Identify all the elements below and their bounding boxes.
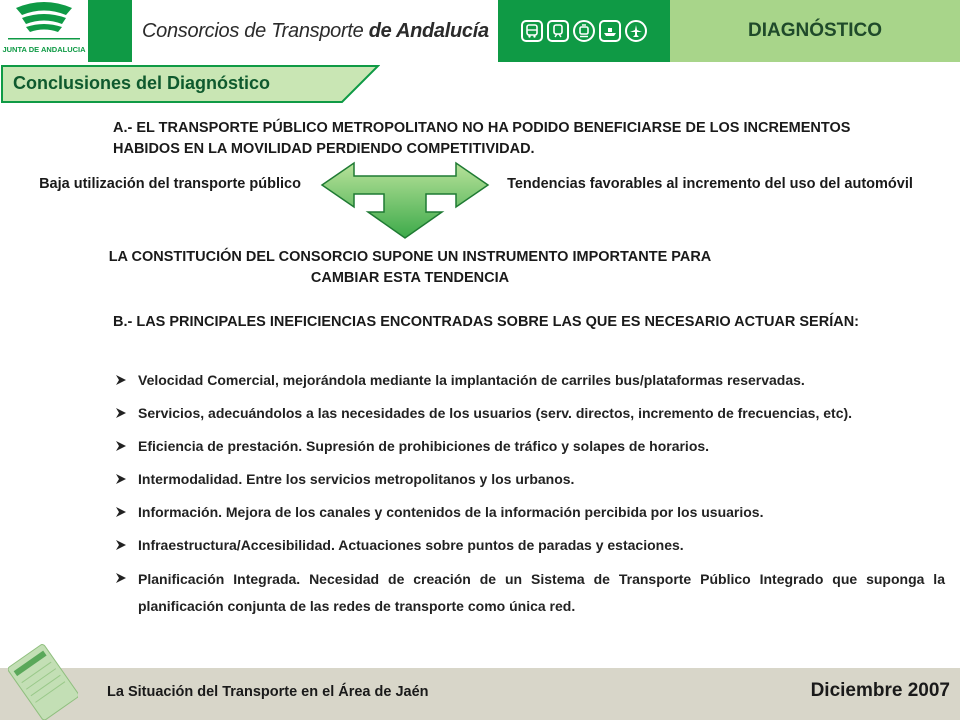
list-item bbox=[115, 401, 945, 425]
footer-title: La Situación del Transporte en el Área de Jaén bbox=[107, 684, 429, 700]
plane-icon bbox=[625, 20, 647, 42]
list-item-text: Infraestructura/Accesibilidad. Actuaciones sobre puntos de paradas y estaciones. bbox=[138, 537, 684, 553]
boat-icon bbox=[599, 20, 621, 42]
arrow-bullet-icon bbox=[115, 506, 127, 518]
list-item bbox=[115, 533, 945, 557]
metro-icon bbox=[547, 20, 569, 42]
point-b-text: B.- LAS PRINCIPALES INEFICIENCIAS ENCONTRADAS SOBRE LAS QUE ES NECESARIO ACTUAR SERÍAN: bbox=[113, 314, 859, 330]
banner-title: Conclusiones del Diagnóstico bbox=[13, 73, 271, 93]
arrow-bullet-icon bbox=[115, 407, 127, 419]
list-item-text: Eficiencia de prestación. Supresión de prohibiciones de tráfico y solapes de horarios. bbox=[138, 438, 710, 454]
junta-emblem-icon bbox=[0, 0, 88, 62]
list-item bbox=[115, 434, 945, 458]
list-item bbox=[115, 368, 945, 392]
arrow-bullet-icon bbox=[115, 374, 127, 386]
list-item-text: Planificación Integrada. Necesidad de creación de un Sistema de Transporte Público Integrado que suponga la planificación conjunta de las redes de transporte como única red. bbox=[138, 571, 945, 614]
section-label: DIAGNÓSTICO bbox=[747, 20, 883, 41]
header-green-strip bbox=[88, 0, 132, 62]
arrow-bullet-icon bbox=[115, 473, 127, 485]
list-item-text: Intermodalidad. Entre los servicios metropolitanos y los urbanos. bbox=[138, 471, 575, 487]
bus-icon bbox=[521, 20, 543, 42]
header-title-regular: Consorcios de Transporte bbox=[142, 19, 364, 42]
list-item-text: Velocidad Comercial, mejorándola mediante la implantación de carriles bus/plataformas reservadas. bbox=[138, 372, 805, 388]
tram-icon bbox=[573, 20, 595, 42]
footer-date: Diciembre 2007 bbox=[810, 680, 950, 701]
list-item-text: Servicios, adecuándolos a las necesidades de los usuarios (serv. directos, incremento de frecuencias, etc). bbox=[138, 405, 853, 421]
list-item bbox=[115, 566, 945, 620]
right-factor: Tendencias favorables al incremento del uso del automóvil bbox=[507, 176, 913, 192]
section-banner bbox=[0, 64, 380, 104]
arrow-bullet-icon bbox=[115, 572, 127, 584]
arrow-bullet-icon bbox=[115, 440, 127, 452]
conclusion-text: LA CONSTITUCIÓN DEL CONSORCIO SUPONE UN INSTRUMENTO IMPORTANTE PARA CAMBIAR ESTA TENDENCIA bbox=[108, 249, 712, 286]
header bbox=[0, 0, 960, 62]
transport-mode-icons bbox=[498, 0, 670, 62]
inefficiency-list bbox=[115, 368, 945, 629]
point-a-text: A.- EL TRANSPORTE PÚBLICO METROPOLITANO NO HA PODIDO BENEFICIARSE DE LOS INCREMENTOS HABIDOS EN LA MOVILIDAD PERDIENDO COMPETITIVIDAD. bbox=[113, 120, 851, 157]
header-title bbox=[142, 20, 489, 43]
left-factor: Baja utilización del transporte público bbox=[39, 176, 301, 192]
list-item-text: Información. Mejora de los canales y contenidos de la información percibida por los usuarios. bbox=[138, 504, 764, 520]
list-item bbox=[115, 467, 945, 491]
header-title-bold: de Andalucía bbox=[368, 19, 489, 42]
section-label-box bbox=[670, 0, 960, 62]
transport-card-icon bbox=[8, 640, 78, 720]
logo-caption: JUNTA DE ANDALUCIA bbox=[2, 45, 86, 54]
arrow-bullet-icon bbox=[115, 539, 127, 551]
convergence-arrow-icon bbox=[318, 160, 492, 240]
list-item bbox=[115, 500, 945, 524]
junta-logo bbox=[0, 0, 88, 62]
header-title-box bbox=[132, 0, 498, 62]
